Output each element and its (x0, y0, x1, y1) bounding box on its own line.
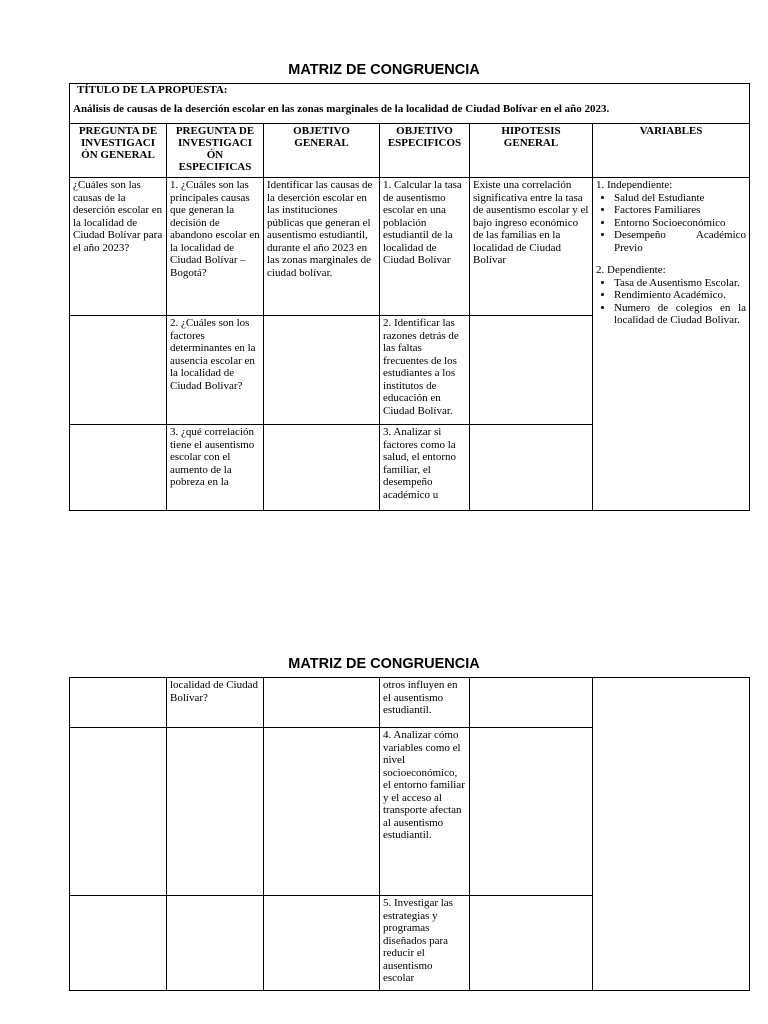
general-question-cell: ¿Cuáles son las causas de la deserción escolar en la localidad de Ciudad Bolívar para el año 2023? (70, 178, 167, 316)
congruence-matrix-table (69, 83, 750, 511)
list-item: • Factores Familiares (614, 204, 746, 217)
empty-cell (470, 678, 593, 728)
list-item: • Tasa de Ausentismo Escolar. (614, 277, 746, 290)
empty-cell (264, 728, 380, 896)
list-item: • Entorno Socioeconómico (614, 217, 746, 230)
dependent-label: 2. Dependiente: (596, 264, 666, 276)
empty-cell (470, 425, 593, 511)
empty-cell (470, 728, 593, 896)
empty-cell (70, 896, 167, 991)
header-general-hypothesis: HIPOTESIS GENERAL (470, 124, 593, 178)
empty-cell (264, 896, 380, 991)
header-specific-objectives: OBJETIVO ESPECIFICOS (380, 124, 470, 178)
empty-cell (264, 425, 380, 511)
specific-objective-4: 4. Analizar cómo variables como el nivel socioeconómico, el entorno familiar y el acceso al transporte afectan al ausentismo estudiantil. (380, 728, 470, 896)
page-title: MATRIZ DE CONGRUENCIA (288, 656, 480, 672)
header-specific-questions: PREGUNTA DE INVESTIGACI ÓN ESPECIFICAS (167, 124, 264, 178)
page-title: MATRIZ DE CONGRUENCIA (288, 62, 480, 78)
variables-continuation-cell (593, 678, 750, 991)
empty-cell (70, 316, 167, 425)
specific-question-continuation: localidad de Ciudad Bolívar? (167, 678, 264, 728)
list-item: • Salud del Estudiante (614, 192, 746, 205)
header-general-objective: OBJETIVO GENERAL (264, 124, 380, 178)
empty-cell (70, 728, 167, 896)
list-item: • Numero de colegios en la localidad de Ciudad Bolivar. (614, 302, 746, 327)
proposal-label: TÍTULO DE LA PROPUESTA: (77, 84, 228, 96)
empty-cell (167, 896, 264, 991)
specific-objective-3: 3. Analizar si factores como la salud, el entorno familiar, el desempeño académico u (380, 425, 470, 511)
header-variables: VARIABLES (593, 124, 750, 178)
variables-cell (593, 178, 750, 511)
specific-objective-5: 5. Investigar las estrategias y programas diseñados para reducir el ausentismo escolar (380, 896, 470, 991)
empty-cell (264, 678, 380, 728)
specific-question-1: 1. ¿Cuáles son las principales causas que generan la decisión de abandono escolar en la localidad de Ciudad Bolívar – Bogotá? (167, 178, 264, 316)
list-item: • Rendimiento Académico. (614, 289, 746, 302)
general-hypothesis-cell: Existe una correlación significativa entre la tasa de ausentismo escolar y el bajo ingreso económico de las familias en la localidad de Ciudad Bolívar (470, 178, 593, 316)
empty-cell (470, 316, 593, 425)
specific-objective-1: 1. Calcular la tasa de ausentismo escolar en una población estudiantil de la localidad de Ciudad Bolívar (380, 178, 470, 316)
empty-cell (264, 316, 380, 425)
empty-cell (167, 728, 264, 896)
specific-question-3: 3. ¿qué correlación tiene el ausentismo escolar con el aumento de la pobreza en la (167, 425, 264, 511)
specific-question-2: 2. ¿Cuáles son los factores determinantes en la ausencia escolar en la localidad de Ciudad Bolívar? (167, 316, 264, 425)
empty-cell (470, 896, 593, 991)
independent-label: 1. Independiente: (596, 179, 673, 191)
empty-cell (70, 425, 167, 511)
header-general-question: PREGUNTA DE INVESTIGACI ÓN GENERAL (70, 124, 167, 178)
empty-cell (70, 678, 167, 728)
dependent-list (596, 277, 746, 327)
specific-objective-continuation: otros influyen en el ausentismo estudiantil. (380, 678, 470, 728)
specific-objective-2: 2. Identificar las razones detrás de las faltas frecuentes de los estudiantes a los institutos de educación en Ciudad Bolívar. (380, 316, 470, 425)
congruence-matrix-table-continued (69, 677, 750, 991)
proposal-cell (70, 84, 750, 124)
list-item: • Desempeño Académico Previo (614, 229, 746, 254)
independent-list (596, 192, 746, 255)
proposal-title: Análisis de causas de la deserción escolar en las zonas marginales de la localidad de Ciudad Bolívar en el año 2023. (73, 103, 610, 115)
general-objective-cell: Identificar las causas de la deserción escolar en las instituciones públicas que generan el ausentismo estudiantil, durante el año 2023 en las zonas marginales de ciudad bolívar. (264, 178, 380, 316)
